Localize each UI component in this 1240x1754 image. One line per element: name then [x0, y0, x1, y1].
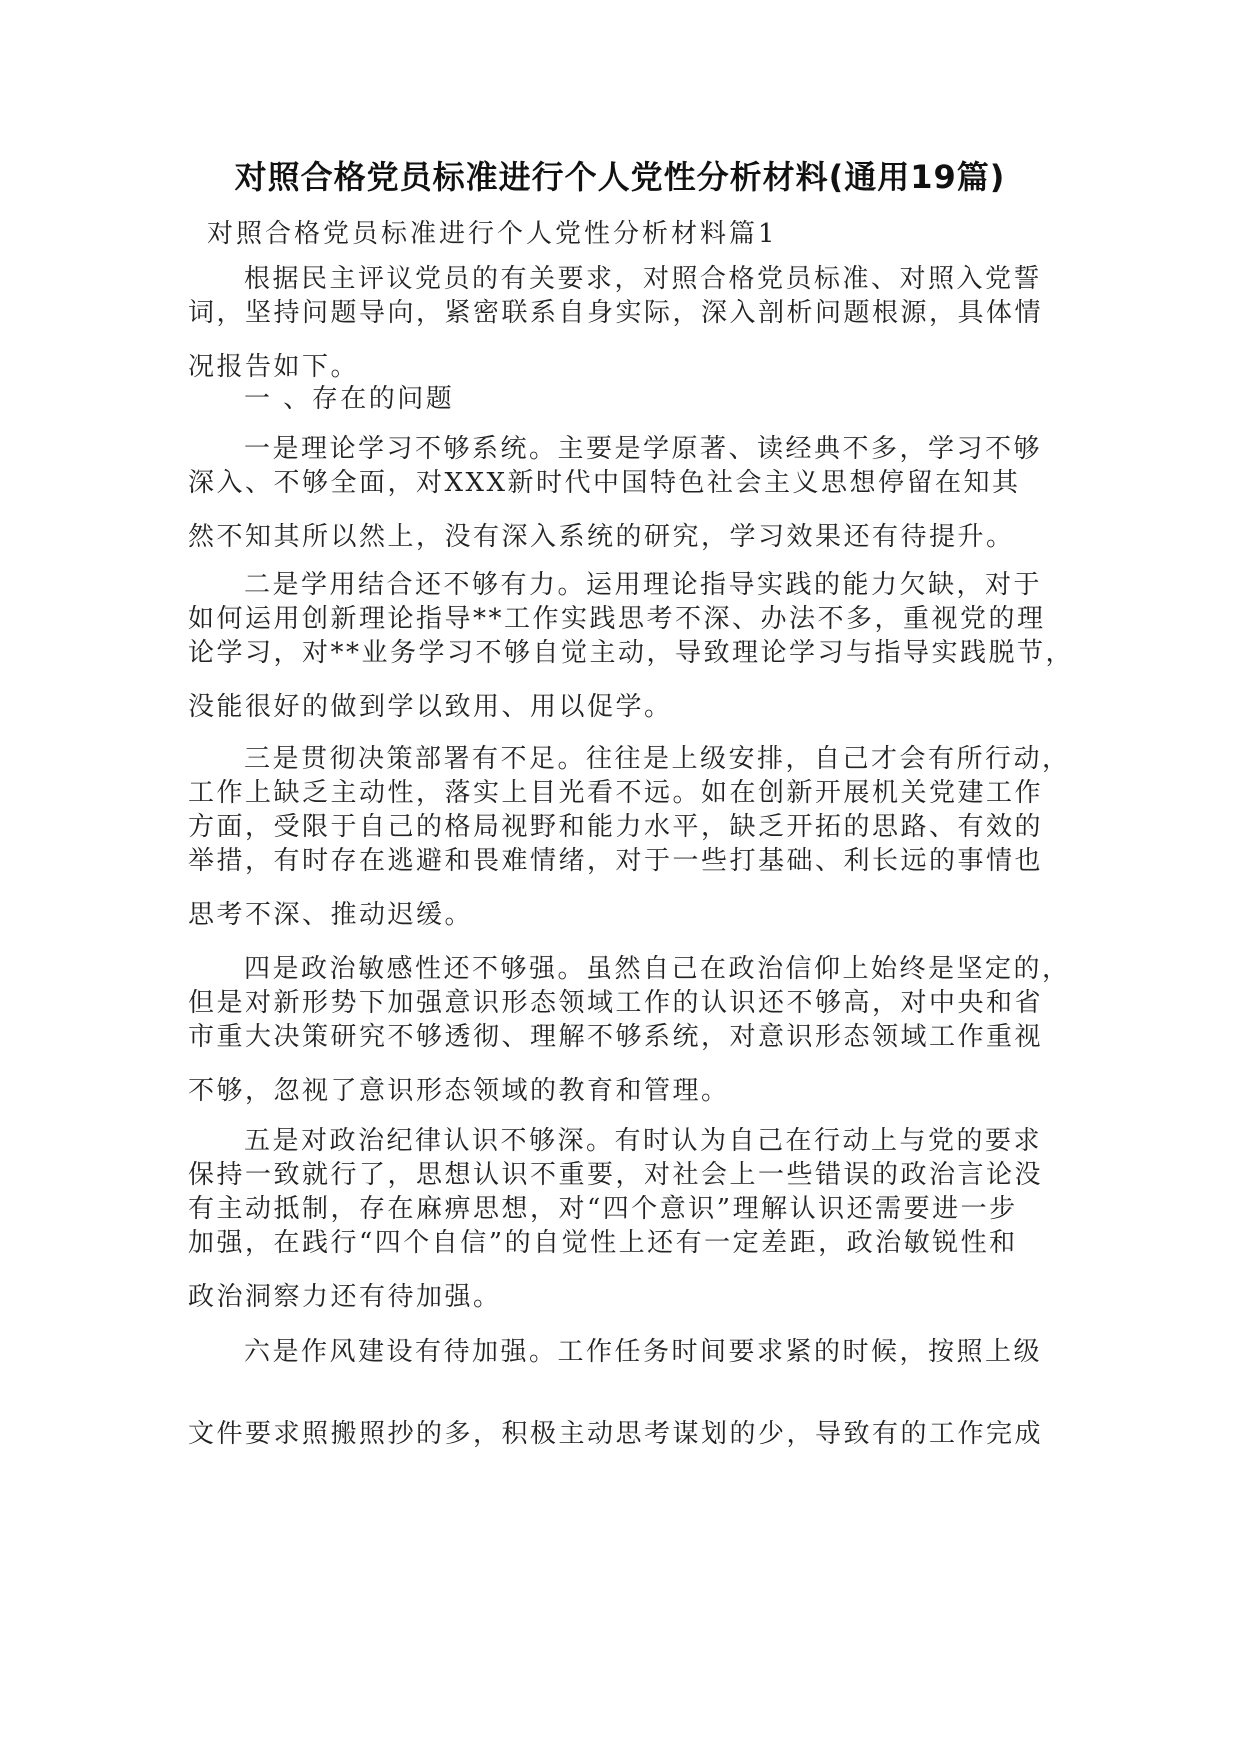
- paragraph-line: 如何运用创新理论指导**工作实践思考不深、办法不多，重视党的理: [188, 604, 1046, 634]
- section-heading-text: 一 、存在的问题: [244, 384, 455, 414]
- paragraph: [188, 1335, 1043, 1451]
- paragraph-line: 论学习，对**业务学习不够自觉主动，导致理论学习与指导实践脱节，: [188, 638, 1075, 668]
- paragraph-line: 保持一致就行了，思想认识不重要，对社会上一些错误的政治言论没: [188, 1160, 1044, 1190]
- paragraph-line: 况报告如下。: [188, 352, 360, 382]
- paragraph-line: 四是政治敏感性还不够强。虽然自己在政治信仰上始终是坚定的，: [244, 954, 1071, 984]
- paragraph-line: 然不知其所以然上，没有深入系统的研究，学习效果还有待提升。: [188, 522, 1015, 552]
- paragraph-line: 有主动抵制，存在麻痹思想，对“四个意识”理解认识还需要进一步: [188, 1194, 1018, 1224]
- section-subtitle: 对照合格党员标准进行个人党性分析材料篇1: [207, 219, 778, 249]
- paragraph-line: 六是作风建设有待加强。工作任务时间要求紧的时候，按照上级: [244, 1337, 1043, 1367]
- paragraph: [188, 742, 1071, 932]
- paragraph-line: 不够，忽视了意识形态领域的教育和管理。: [188, 1076, 730, 1106]
- paragraph-line: 根据民主评议党员的有关要求，对照合格党员标准、对照入党誓: [244, 264, 1043, 294]
- paragraph-line: 三是贯彻决策部署有不足。往往是上级安排，自己才会有所行动，: [244, 744, 1071, 774]
- paragraph-line: 文件要求照搬照抄的多，积极主动思考谋划的少，导致有的工作完成: [188, 1419, 1044, 1449]
- paragraph-line: 一是理论学习不够系统。主要是学原著、读经典不多，学习不够: [244, 434, 1043, 464]
- paragraph: [188, 568, 1074, 724]
- paragraph: [188, 262, 1043, 384]
- paragraph-line: 二是学用结合还不够有力。运用理论指导实践的能力欠缺，对于: [244, 570, 1043, 600]
- paragraph-line: 没能很好的做到学以致用、用以促学。: [188, 692, 673, 722]
- document-title: 对照合格党员标准进行个人党性分析材料(通用19篇): [234, 158, 1006, 196]
- paragraph-line: 工作上缺乏主动性，落实上目光看不远。如在创新开展机关党建工作: [188, 778, 1044, 808]
- paragraph-line: 五是对政治纪律认识不够深。有时认为自己在行动上与党的要求: [244, 1126, 1043, 1156]
- paragraph-line: 词，坚持问题导向，紧密联系自身实际，深入剖析问题根源，具体情: [188, 298, 1044, 328]
- paragraph-line: 但是对新形势下加强意识形态领域工作的认识还不够高，对中央和省: [188, 988, 1044, 1018]
- paragraph: [188, 952, 1071, 1108]
- paragraph-line: 举措，有时存在逃避和畏难情绪，对于一些打基础、利长远的事情也: [188, 846, 1044, 876]
- paragraph-line: 市重大决策研究不够透彻、理解不够系统，对意识形态领域工作重视: [188, 1022, 1044, 1052]
- paragraph-line: 深入、不够全面，对XXX新时代中国特色社会主义思想停留在知其: [188, 468, 1021, 498]
- paragraph-line: 加强，在践行“四个自信”的自觉性上还有一定差距，政治敏锐性和: [188, 1228, 1018, 1258]
- paragraph-line: 思考不深、推动迟缓。: [188, 900, 474, 930]
- section-heading: [188, 382, 454, 416]
- paragraph: [188, 432, 1042, 554]
- paragraph-line: 方面，受限于自己的格局视野和能力水平，缺乏开拓的思路、有效的: [188, 812, 1044, 842]
- paragraph: [188, 1124, 1043, 1314]
- paragraph-line: 政治洞察力还有待加强。: [188, 1282, 502, 1312]
